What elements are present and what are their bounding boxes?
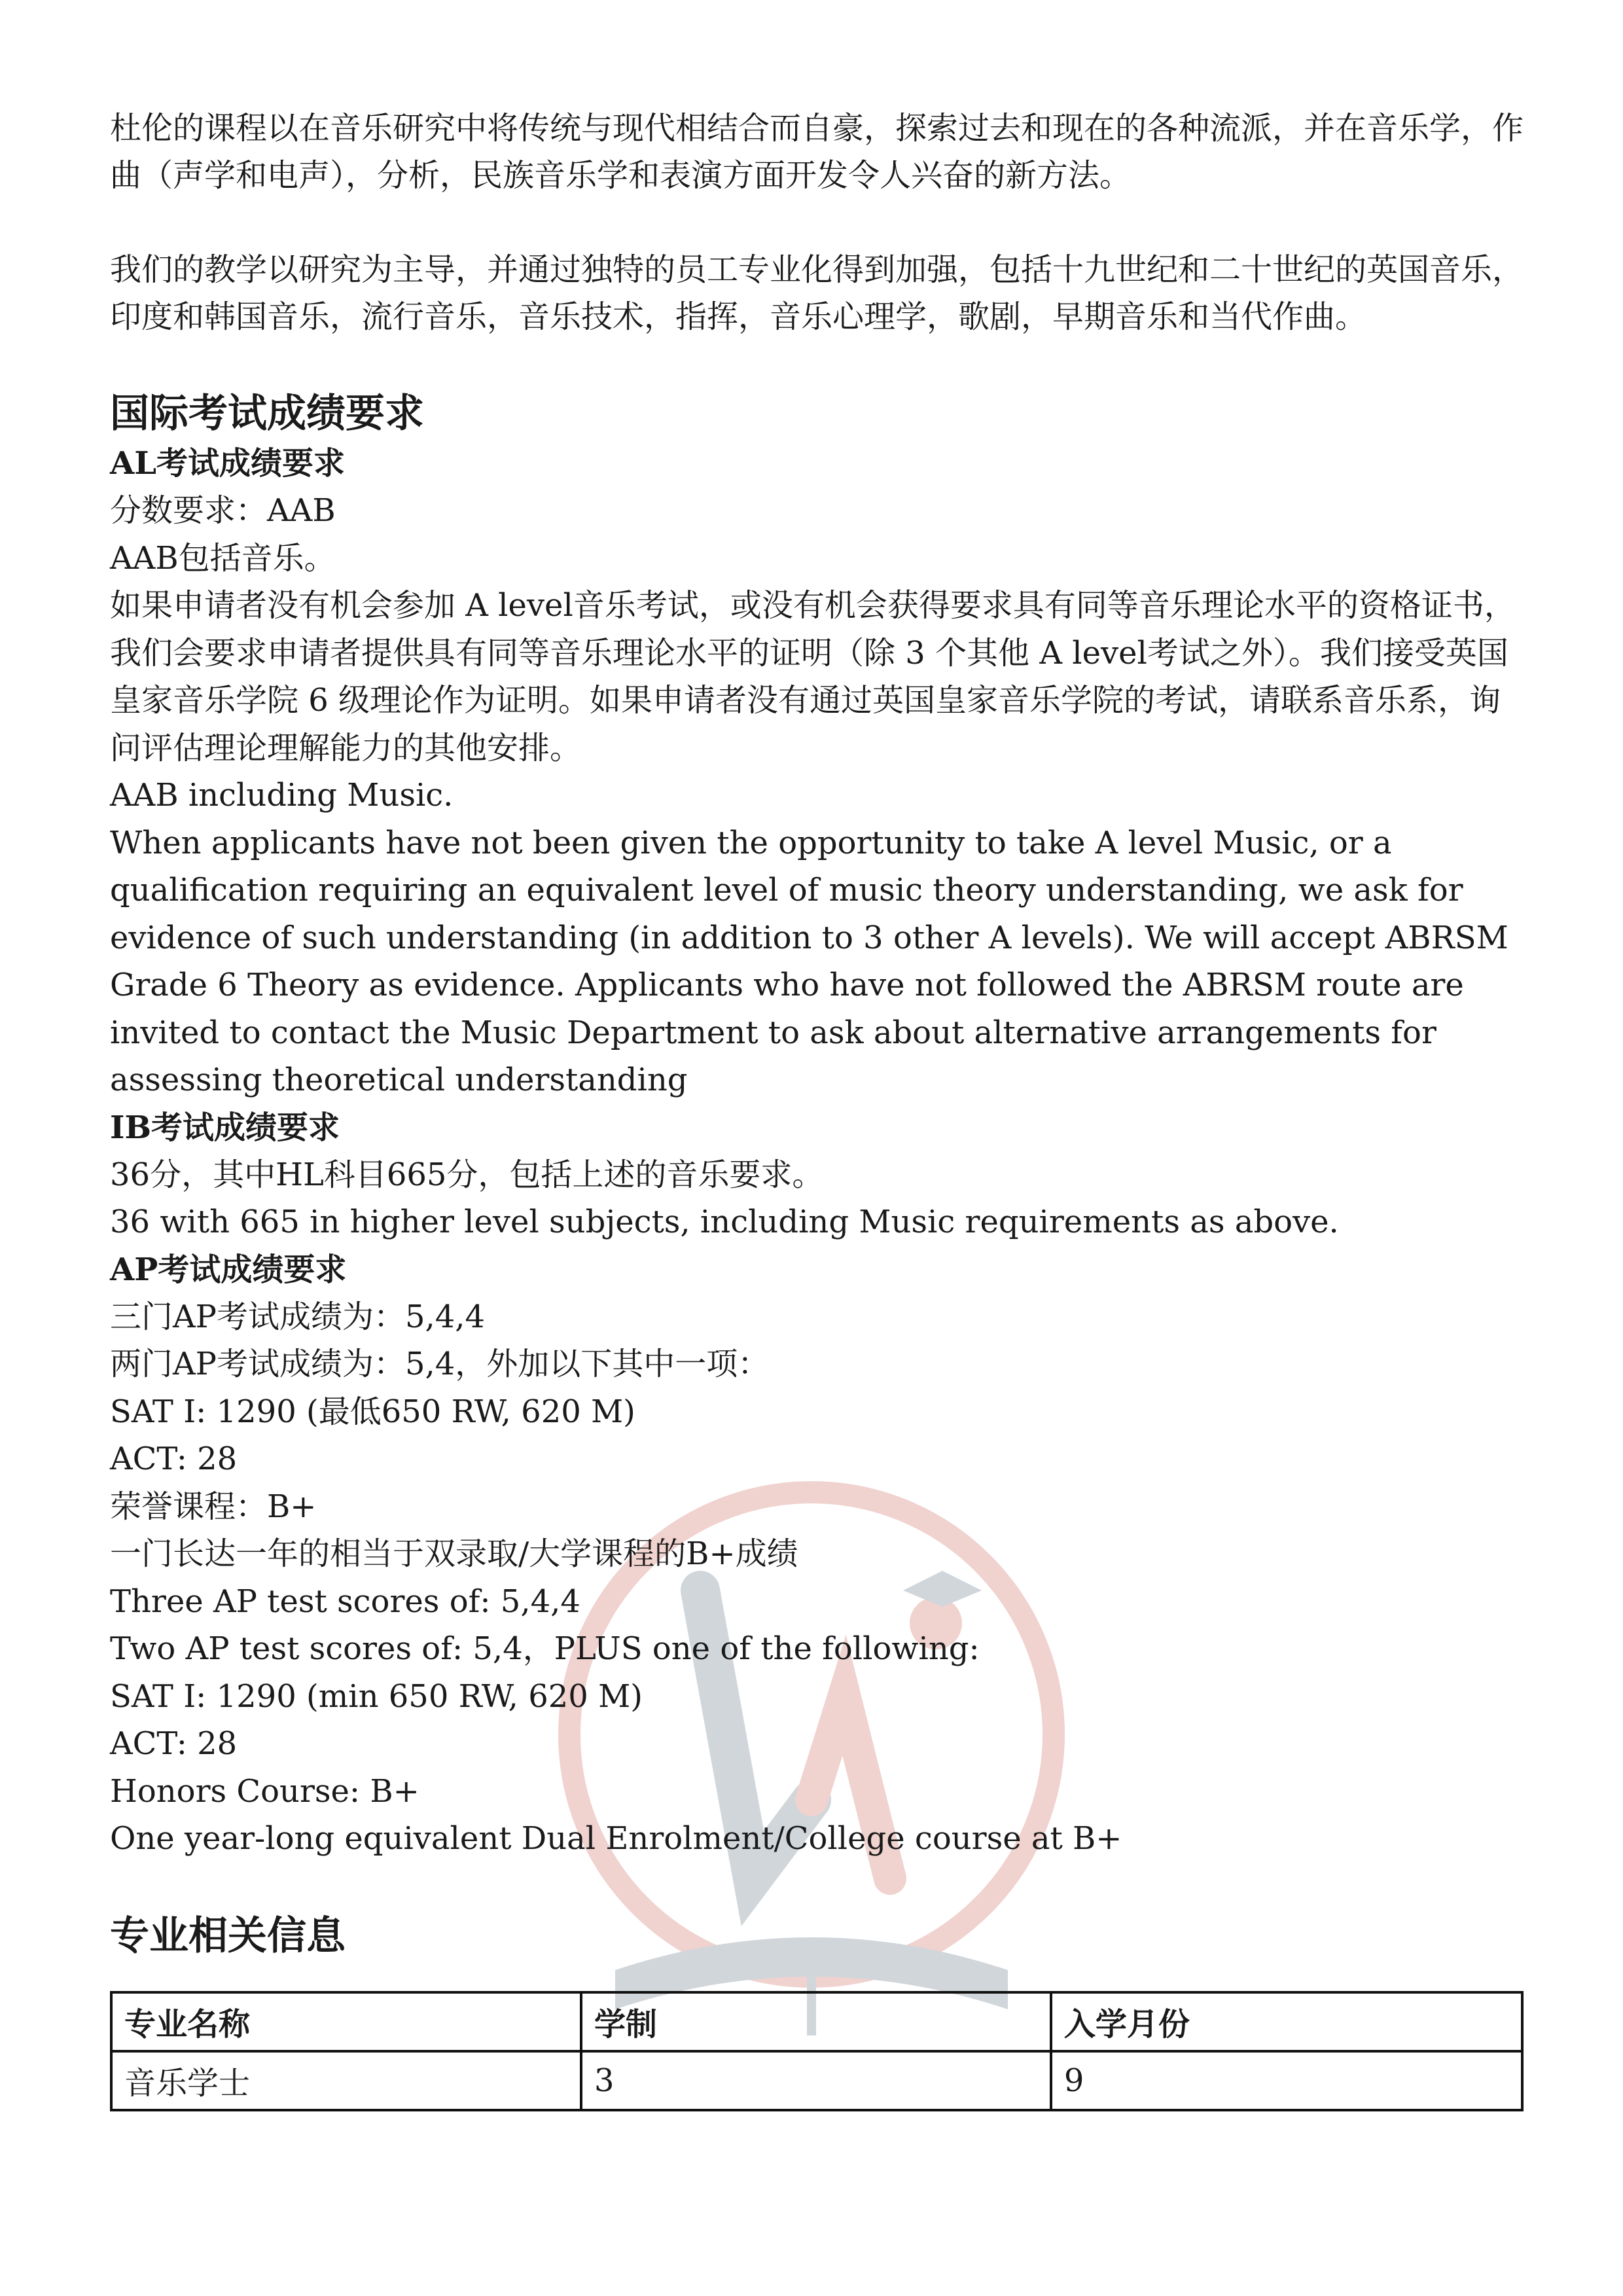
- cell-duration: 3: [581, 2051, 1051, 2110]
- ap-line: ACT: 28: [110, 1725, 238, 1762]
- al-heading: AL考试成绩要求: [110, 445, 345, 482]
- ib-heading: IB考试成绩要求: [110, 1109, 340, 1146]
- table-header-row: [111, 1992, 1522, 2051]
- al-line: 分数要求：AAB: [110, 492, 336, 529]
- column-header-major: 专业名称: [111, 1992, 581, 2051]
- ap-line: SAT I: 1290 (最低650 RW, 620 M): [110, 1393, 635, 1430]
- majors-table: [110, 1991, 1524, 2111]
- ib-line: 36 with 665 in higher level subjects, including Music requirements as above.: [110, 1204, 1339, 1240]
- document-page: [110, 105, 1524, 2111]
- table-row: [111, 2051, 1522, 2110]
- al-cn-paragraph: 如果申请者没有机会参加 A level音乐考试，或没有机会获得要求具有同等音乐理论水平的资格证书，我们会要求申请者提供具有同等音乐理论水平的证明（除 3 个其他 A level考试之外）。我们接受英国皇家音乐学院 6 级理论作为证明。如果申请者没有通过英国皇家音乐学院的考试，请联系音乐系，询问评估理论理解能力的其他安排。: [110, 587, 1516, 766]
- ap-line: Honors Course: B+: [110, 1772, 419, 1810]
- cell-intake-month: 9: [1051, 2051, 1522, 2110]
- ap-line: 一门长达一年的相当于双录取/大学课程的B+成绩: [110, 1535, 798, 1572]
- al-en-line: AAB including Music.: [110, 777, 454, 814]
- ap-line: Two AP test scores of: 5,4，PLUS one of the following:: [110, 1630, 980, 1667]
- ap-line: SAT I: 1290 (min 650 RW, 620 M): [110, 1677, 643, 1715]
- al-line: AAB包括音乐。: [110, 539, 336, 577]
- ib-line: 36分，其中HL科目665分，包括上述的音乐要求。: [110, 1156, 824, 1193]
- intro-paragraph-1: 杜伦的课程以在音乐研究中将传统与现代相结合而自豪，探索过去和现在的各种流派，并在音乐学，作曲（声学和电声），分析，民族音乐学和表演方面开发令人兴奋的新方法。: [110, 110, 1524, 194]
- ap-line: One year-long equivalent Dual Enrolment/College course at B+: [110, 1820, 1122, 1857]
- intro-paragraph-2: 我们的教学以研究为主导，并通过独特的员工专业化得到加强，包括十九世纪和二十世纪的英国音乐，印度和韩国音乐，流行音乐，音乐技术，指挥，音乐心理学，歌剧，早期音乐和当代作曲。: [110, 251, 1524, 335]
- majors-title: 专业相关信息: [110, 1912, 346, 1959]
- column-header-duration: 学制: [581, 1992, 1051, 2051]
- ap-line: ACT: 28: [110, 1441, 238, 1477]
- al-en-paragraph: When applicants have not been given the opportunity to take A level Music, or a qualification requiring an equivalent level of music theory understanding, we ask for evidence of such understanding (in addition to 3 other A levels). We will accept ABRSM Grade 6 Theory as evidence. Applicants who have not followed the ABRSM route are invited to contact the Music Department to ask about alternative arrangements for assessing theoretical understanding: [110, 824, 1508, 1098]
- requirements-title: 国际考试成绩要求: [110, 391, 424, 437]
- ap-heading: AP考试成绩要求: [110, 1251, 347, 1288]
- ap-line: 荣誉课程：B+: [110, 1488, 317, 1525]
- column-header-intake: 入学月份: [1051, 1992, 1522, 2051]
- ap-line: Three AP test scores of: 5,4,4: [110, 1583, 580, 1620]
- ap-line: 三门AP考试成绩为：5,4,4: [110, 1298, 486, 1335]
- ap-line: 两门AP考试成绩为：5,4，外加以下其中一项：: [110, 1346, 770, 1382]
- cell-major-name: 音乐学士: [111, 2051, 581, 2110]
